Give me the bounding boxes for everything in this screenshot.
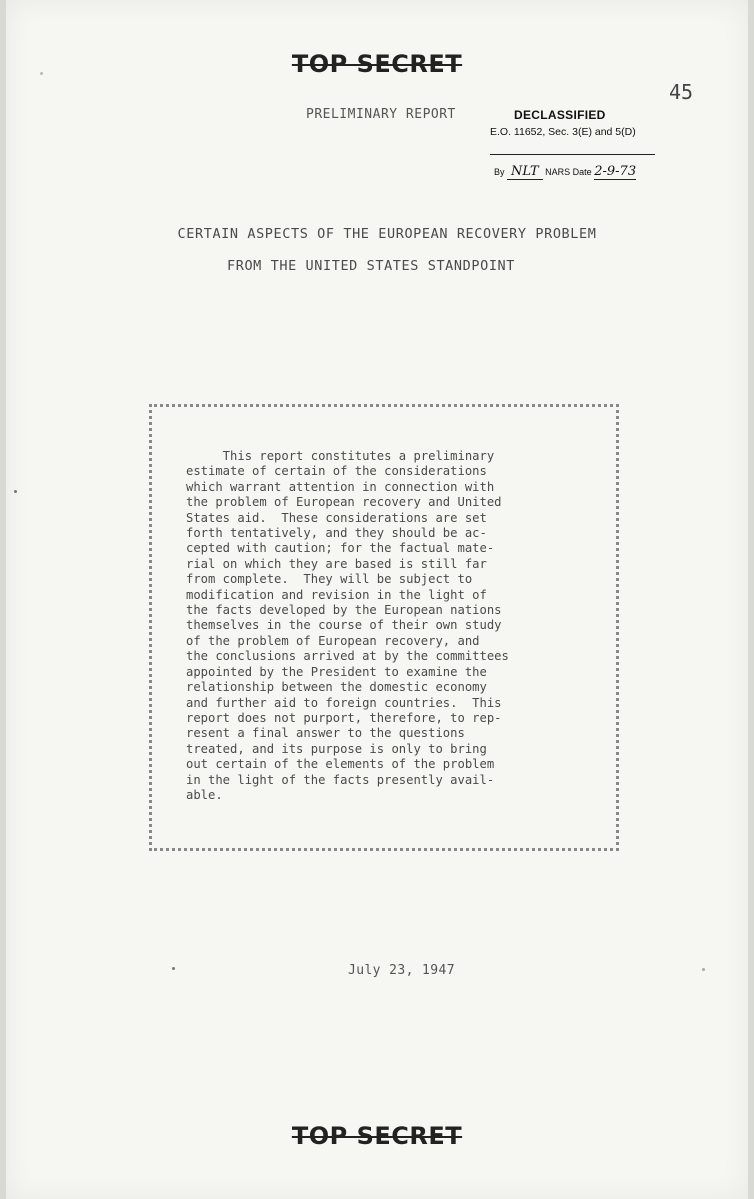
classification-stamp-top: TOP SECRET (291, 50, 463, 78)
summary-line: able. (186, 787, 223, 802)
classification-stamp-bottom: TOP SECRET (291, 1122, 463, 1150)
summary-line: modification and revision in the light of (186, 587, 487, 602)
stamp-rule (490, 154, 655, 155)
declassification-authority: E.O. 11652, Sec. 3(E) and 5(D) (490, 126, 636, 138)
declassification-signature-line (494, 164, 690, 179)
report-type-label: PRELIMINARY REPORT (306, 107, 456, 122)
summary-line: which warrant attention in connection with (186, 479, 495, 494)
summary-line: resent a final answer to the questions (186, 726, 465, 741)
paper-speck (702, 968, 705, 971)
summary-line: of the problem of European recovery, and (186, 633, 480, 648)
summary-line: themselves in the course of their own study (186, 618, 502, 633)
page-number: 45 (669, 80, 694, 104)
nars-date-label: NARS Date (545, 167, 592, 177)
report-title-line-2: FROM THE UNITED STATES STANDPOINT (226, 258, 515, 274)
summary-line: relationship between the domestic economy (186, 680, 487, 695)
summary-line: forth tentatively, and they should be ac- (186, 526, 487, 541)
summary-line: rial on which they are based is still far (186, 556, 487, 571)
summary-line: the problem of European recovery and United (186, 495, 502, 510)
paper-speck (14, 490, 17, 493)
summary-line: This report constitutes a preliminary (186, 449, 495, 463)
paper-speck (172, 967, 175, 970)
summary-line: report does not purport, therefore, to rep- (186, 710, 502, 725)
summary-line: treated, and its purpose is only to bring (186, 741, 487, 756)
summary-line: and further aid to foreign countries. This (186, 695, 502, 710)
document-page (6, 0, 748, 1199)
summary-line: appointed by the President to examine the (186, 664, 487, 679)
paper-speck (40, 72, 43, 75)
report-date: July 23, 1947 (348, 963, 455, 978)
summary-line: out certain of the elements of the problem (186, 757, 495, 772)
declassification-date: 2-9-73 (594, 164, 637, 179)
summary-text (186, 449, 616, 803)
summary-line: States aid. These considerations are set (186, 510, 487, 525)
summary-line: the facts developed by the European nations (186, 603, 502, 618)
summary-box (149, 404, 619, 851)
report-title-line-1: CERTAIN ASPECTS OF THE EUROPEAN RECOVERY PROBLEM (177, 226, 597, 242)
summary-line: from complete. They will be subject to (186, 572, 473, 587)
declassification-stamp (490, 108, 690, 179)
summary-line: cepted with caution; for the factual mate- (186, 541, 495, 556)
by-signature: NLT (507, 164, 543, 180)
summary-line: the conclusions arrived at by the committees (186, 649, 509, 664)
declassified-title: DECLASSIFIED (514, 108, 606, 122)
summary-line: estimate of certain of the considerations (186, 464, 487, 479)
summary-line: in the light of the facts presently avail- (186, 772, 495, 787)
by-label: By (494, 167, 505, 177)
